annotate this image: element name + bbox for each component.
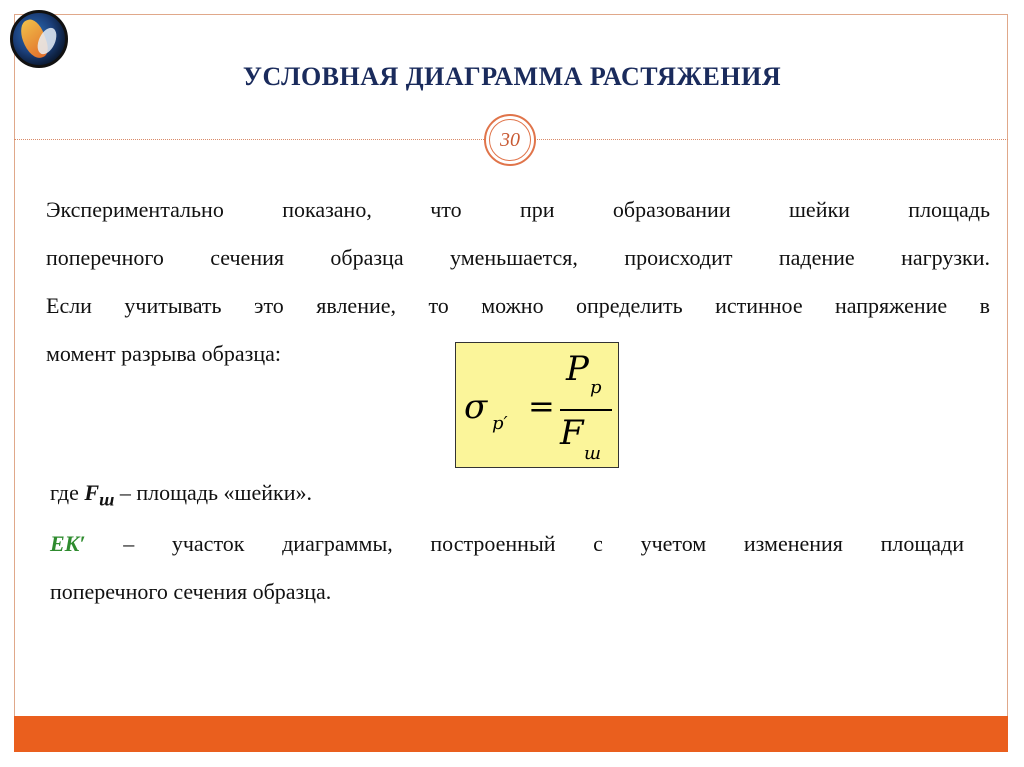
where-prefix: где <box>50 480 85 505</box>
formula-equals: = <box>528 387 555 425</box>
formula-denominator-subscript: ш <box>584 443 602 464</box>
formula-box <box>455 342 619 468</box>
ek-line-2: поперечного сечения образца. <box>50 579 332 604</box>
formula-numerator: P <box>566 349 589 389</box>
paragraph-line: Экспериментально показано, что при образовании шейки площадь <box>46 197 990 222</box>
where-symbol: F <box>84 480 100 505</box>
formula-numerator-subscript: p <box>590 377 602 398</box>
where-symbol-subscript: ш <box>99 489 115 510</box>
formula-fraction-bar <box>560 409 612 411</box>
ek-label: EK′ <box>50 531 86 556</box>
page-number: 30 <box>489 119 531 161</box>
page-number-badge <box>484 114 536 166</box>
paragraph-line: поперечного сечения образца уменьшается, происходит падение нагрузки. <box>46 245 990 270</box>
slide-title: УСЛОВНАЯ ДИАГРАММА РАСТЯЖЕНИЯ <box>242 62 782 91</box>
formula-denominator: F <box>560 413 584 453</box>
paragraph-line: момент разрыва образца: <box>46 341 281 366</box>
ek-line1-text: – участок диаграммы, построенный с учетом изменения площади <box>85 531 964 556</box>
formula-sigma: σ <box>464 387 488 427</box>
where-line <box>50 480 312 510</box>
logo-icon <box>10 10 68 68</box>
where-text: – площадь «шейки». <box>114 480 312 505</box>
ek-line-1 <box>50 520 964 568</box>
paragraph-line: Если учитывать это явление, то можно определить истинное напряжение в <box>46 293 990 318</box>
bottom-accent-bar <box>14 716 1008 752</box>
formula-sigma-subscript: p′ <box>492 413 508 434</box>
ek-description <box>50 520 964 616</box>
